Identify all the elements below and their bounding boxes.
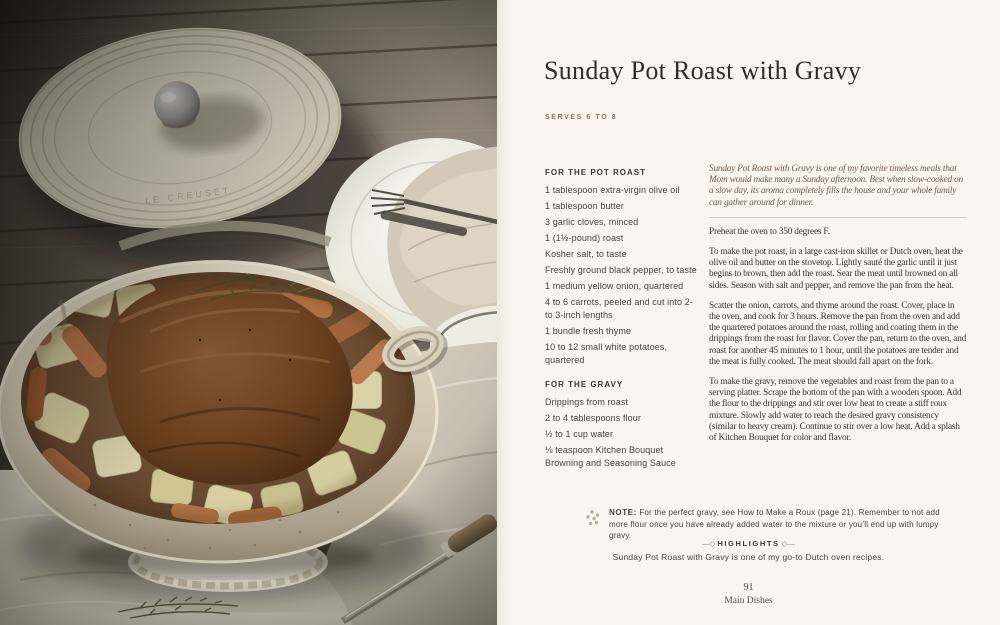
ingredient-item: ⅛ teaspoon Kitchen Bouquet Browning and Seasoning Sauce [545,445,676,468]
chapter-name: Main Dishes [724,596,773,606]
recipe-title: Sunday Pot Roast with Gravy [544,56,862,85]
serves-label: SERVES 6 TO 8 [545,114,618,121]
page-number: 91 [743,582,754,593]
ingredient-item: 2 to 4 tablespoons flour [545,413,641,423]
ingredients-column [545,168,703,473]
note-text: For the perfect gravy, see How to Make a Roux (page 21). Remember to not add more flour once you have already added water to the mixture or you’ll end up with lumpy gravy. [609,508,940,540]
highlights-heading: —◇ HIGHLIGHTS ◇— [702,539,795,548]
recipe-step: Scatter the onion, carrots, and thyme around the roast. Cover, place in the oven, and cook for 3 hours. Remove the pan from the oven and add the quartered potatoes around the roast, rolling and coating them in the drippings from the roast for flavor. Cover the pan, return to the oven, and roast for another 45 minutes to 1 hour, until the potatoes are tender and the meat is fully cooked. The meat should fall apart on the fork. [709,300,967,367]
ingredient-item: 1 (1½-pound) roast [545,233,624,243]
ornament-right: ◇— [779,539,795,548]
method-column [709,164,967,453]
pot-roast-ingredients-list [545,184,703,367]
recipe-step: Preheat the oven to 350 degrees F. [709,226,830,237]
gravy-ingredients-heading: FOR THE GRAVY [545,380,624,389]
recipe-page [497,0,1000,625]
ornament-left: —◇ [702,539,718,548]
ingredient-item: 1 tablespoon butter [545,201,624,211]
highlights-block [497,539,1000,562]
ingredient-item: Freshly ground black pepper, to taste [545,265,697,275]
recipe-intro: Sunday Pot Roast with Gravy is one of my favorite timeless meals that Mom would make many a Sunday afternoon. Best when slow-cooked on a slow day, its aroma completely fills the house and your whole family can gather around for dinner. [709,164,963,208]
recipe-step: To make the pot roast, in a large cast-iron skillet or Dutch oven, heat the olive oil and butter on the stovetop. Lightly sauté the garlic until it just begins to brown, then add the roast. Sear the meat until browned on all sides. Season with salt and pepper, and remove the pan from the heat. [709,247,963,291]
note-label: NOTE: [609,508,637,517]
ingredient-item: 1 medium yellow onion, quartered [545,281,684,291]
ingredient-item: Kosher salt, to taste [545,249,627,259]
gravy-ingredients-list [545,396,703,470]
ingredient-item: 1 bundle fresh thyme [545,326,632,336]
ingredient-item: 3 garlic cloves, minced [545,217,639,227]
ingredient-item: 4 to 6 carrots, peeled and cut into 2- to 3-inch lengths [545,297,693,320]
ingredient-item: 1 tablespoon extra-virgin olive oil [545,185,680,195]
ingredient-item: 10 to 12 small white potatoes, quartered [545,342,668,365]
pot-roast-ingredients-heading: FOR THE POT ROAST [545,168,646,177]
section-divider [709,217,967,218]
page-footer [497,582,1000,606]
recipe-note [609,507,961,542]
ingredient-item: ½ to 1 cup water [545,429,614,439]
sparkle-dots-icon [585,509,601,532]
ingredient-item: Drippings from roast [545,397,629,407]
recipe-step: To make the gravy, remove the vegetables and roast from the pan to a serving platter. Scrape the bottom of the pan with a wooden spoon. Add the flour to the drippings and stir over low heat to create a stiff roux mixture. Slowly add water to reach the desired gravy consistency (similar to heavy cream). Continue to stir over a low heat. Add a splash of Kitchen Bouquet for color and flavor. [709,377,962,444]
highlights-text: Sunday Pot Roast with Gravy is one of my go-to Dutch oven recipes. [612,552,885,562]
